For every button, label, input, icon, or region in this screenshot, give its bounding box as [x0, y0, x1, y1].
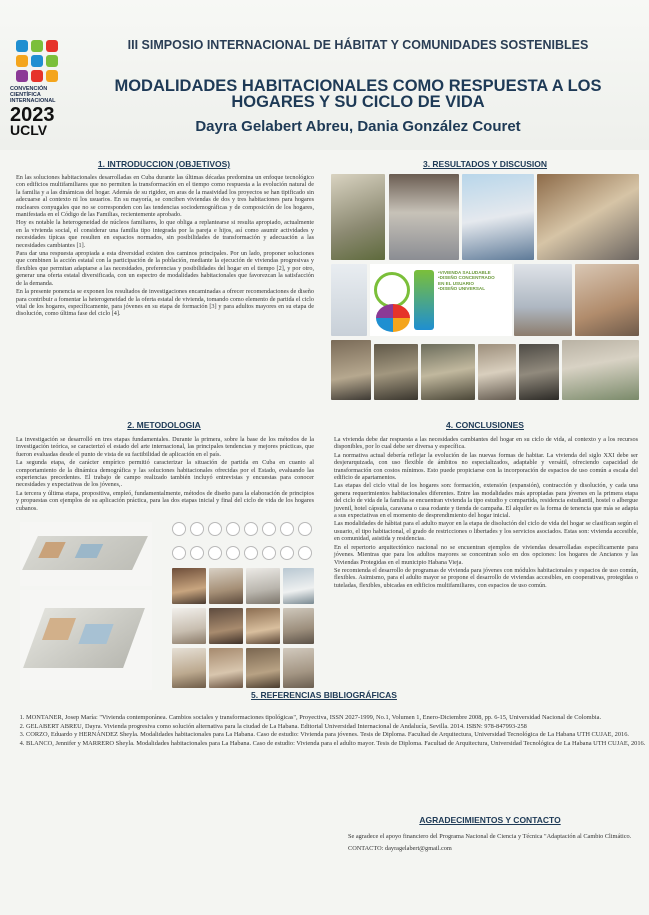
method-photo — [209, 608, 243, 644]
logo-org: UCLV — [10, 122, 48, 138]
logo-dot — [46, 55, 58, 67]
results-photo — [514, 264, 572, 336]
diagram-label: •VIVIENDA SALUDABLE — [438, 270, 491, 275]
axonometric-diagram — [20, 590, 152, 690]
intro-paragraph: Para dar una respuesta apropiada a esta diversidad existen dos caminos principales. Por un lado, proponer soluciones que combinen la acción estatal con la participación de la población, mediante la ejecución de viviendas progresivas y flexibles que permitan adaptarse a las necesidades, preferencias y posibilidades del hogar en el tiempo [2], y por otro, generar una oferta estatal diversificada, con un espectro de modalidades habitacionales que favorezcan la satisfacción de la demanda. — [16, 250, 314, 287]
method-icon — [298, 546, 312, 560]
logo-dot — [16, 40, 28, 52]
method-icon-row — [172, 522, 312, 536]
logo-line-3: INTERNACIONAL — [10, 98, 56, 104]
method-photo — [283, 648, 314, 688]
method-paragraph: La investigación se desarrolló en tres etapas fundamentales. Durante la primera, sobre la base de los métodos de la investigación teórica, se caracterizó el estado del arte internacional, las principales tendencias y mejores prácticas, que fueron evaluadas desde el punto de vista de su factibilidad de aplicación en el país. — [16, 436, 314, 458]
logo-dot — [31, 55, 43, 67]
ack-title: AGRADECIMIENTOS Y CONTACTO — [419, 815, 561, 825]
reference-item: 1. MONTANER, Josep María: "Vivienda contemporánea. Cambios sociales y transformaciones tipológicas", Proyectiva, ISSN 2027-1999, No.1, Volumen 1, Enero-Diciembre 2008, pp. 6-15, Universidad Nacional de Colombia. — [26, 714, 649, 722]
logo-year: 2023 — [10, 104, 55, 126]
method-icon — [226, 522, 240, 536]
results-photo — [562, 340, 639, 400]
event-name: III SIMPOSIO INTERNACIONAL DE HÁBITAT Y COMUNIDADES SOSTENIBLES — [127, 38, 589, 52]
method-photo — [246, 648, 280, 688]
method-icon — [244, 546, 258, 560]
results-photo — [575, 264, 639, 336]
method-paragraph: La segunda etapa, de carácter empírico permitió caracterizar la situación de partida en Cuba en cuanto al comportamiento de la dinámica demográfica y las soluciones habitacionales ofrecidas por el Estado, evaluando las experiencias precedentes. El trabajo de campo realizado también incluyó entrevistas y encuestas para conocer necesidades y expectativas de los jóvenes,. — [16, 459, 314, 489]
reference-item: 2. GELABERT ABREU, Dayra. Vivienda progresiva como solución alternativa para la ciudad de La Habana. Editorial Universidad Internacional de Andalucía, Sevilla. 2014. ISBN: 978-847993-258 — [26, 723, 649, 731]
results-title: 3. RESULTADOS Y DISCUSION — [422, 159, 548, 169]
logo-dot — [46, 70, 58, 82]
intro-body — [16, 174, 314, 319]
method-icon — [208, 522, 222, 536]
method-icon — [226, 546, 240, 560]
method-icon — [190, 522, 204, 536]
references-list — [12, 714, 649, 748]
paper-authors: Dayra Gelabert Abreu, Dania González Couret — [195, 118, 521, 135]
logo-dot — [46, 40, 58, 52]
diagram-labels — [438, 270, 495, 292]
method-icon — [172, 522, 186, 536]
ack-body — [348, 833, 640, 852]
conclusions-paragraph: La vivienda debe dar respuesta a las necesidades cambiantes del hogar en su ciclo de vida, al contexto y a los recursos disponibles, por lo cual debe ser diversa y específica. — [334, 436, 638, 451]
method-photo — [246, 608, 280, 644]
results-photo — [519, 344, 559, 400]
conclusions-body — [334, 436, 638, 590]
logo-dot — [16, 70, 28, 82]
logo-dot — [31, 40, 43, 52]
healthy-housing-diagram — [370, 264, 512, 336]
conclusions-paragraph: En el repertorio arquitectónico nacional no se encuentran ejemplos de viviendas desarrolladas específicamente para jóvenes. Mientras que para los adultos mayores se concentran solo en dos opciones: los hogares de Ancianos y las Viviendas Protegidas en el municipio Habana Vieja. — [334, 543, 638, 566]
intro-paragraph: En la presente ponencia se exponen los resultados de investigaciones encaminadas a ofrecer recomendaciones de diseño para contribuir a fomentar la heterogeneidad de la oferta estatal de vivienda, tomando como elemento de partida el ciclo vital de los hogares, específicamente, para jóvenes en su etapa de formación [3] y para adultos mayores en su etapa de disolución, como última fase del ciclo [4]. — [16, 288, 314, 318]
diagram-label: •DISEÑO UNIVERSAL — [438, 286, 486, 292]
conclusions-title: 4. CONCLUSIONES — [446, 420, 524, 430]
results-photo — [478, 344, 516, 400]
results-photo — [421, 344, 475, 400]
intro-title: 1. INTRODUCCION (OBJETIVOS) — [97, 159, 231, 169]
conference-logo — [10, 40, 62, 136]
results-photo — [462, 174, 534, 260]
diagram-wheel — [376, 304, 410, 332]
method-title: 2. METODOLOGIA — [127, 420, 201, 430]
method-icon — [208, 546, 222, 560]
method-photo — [209, 648, 243, 688]
logo-mark — [16, 40, 62, 82]
reference-item: 4. BLANCO, Jennifer y MARRERO Sheyla. Modalidades habitacionales para La Habana. Caso de estudio: Vivienda para el adulto mayor. Tesis de Diploma. Facultad de Arquitectura, Universidad Tecnológica de La Habana UTH CUJAE, 2016. — [26, 740, 649, 748]
results-photo — [331, 174, 385, 260]
logo-dot — [31, 70, 43, 82]
method-photo — [172, 608, 206, 644]
intro-paragraph: En las soluciones habitacionales desarrolladas en Cuba durante las últimas décadas predomina un enfoque tecnológico con edificios multifamiliares que no permiten la transformación en el tiempo como respuesta a la evolución natural de la familia y a las dinámicas del hogar. Además de su rigidez, en aras de la masividad los proyectos se han tipificado sin adecuarse al contexto ni los usuarios. En su mayoría, se conciben viviendas de dos y tres habitaciones para hogares nucleares conyugales que no se corresponden con las tendencias sociodemográficas y de composición de los hogares, manifestada en el Código de las Familias, recientemente aprobado. — [16, 174, 314, 219]
method-icon — [262, 546, 276, 560]
isometric-diagram — [20, 522, 152, 586]
method-body — [16, 436, 314, 513]
method-photo — [246, 568, 280, 604]
results-photo — [389, 174, 459, 260]
diagram-bar — [414, 270, 434, 330]
logo-dot — [16, 55, 28, 67]
method-icon — [262, 522, 276, 536]
method-photo — [172, 648, 206, 688]
method-photo — [209, 568, 243, 604]
logo-line-1: CONVENCIÓN — [10, 86, 48, 92]
method-paragraph: La tercera y última etapa, propositiva, empleó, fundamentalmente, métodos de diseño para la elaboración de principios y propuestas con ejemplos de su aplicación práctica, para las dos etapas inicial y final del ciclo de vida de los hogares cubanos. — [16, 489, 314, 512]
method-icon — [280, 522, 294, 536]
method-photo — [283, 568, 314, 604]
contact-email: CONTACTO: dayragelabert@gmail.com — [348, 844, 452, 852]
results-photo — [331, 340, 371, 400]
references-title: 5. REFERENCIAS BIBLIOGRÁFICAS — [251, 690, 397, 700]
conclusions-paragraph: La normativa actual debería reflejar la evolución de las nuevas formas de habitar. La vivienda del siglo XXI debe ser desjerarquizada, con uso flexible de ámbitos no especializados, adaptable y versátil, ofreciendo capacidad de transformación con costos mínimos. Esto puede propiciarse con la incorporación de espacios de uso común a escala del edificio de apartamentos. — [334, 451, 638, 482]
method-icon — [172, 546, 186, 560]
logo-line-2: CIENTÍFICA — [10, 92, 41, 98]
diagram-ring — [374, 272, 410, 308]
method-icon-row — [172, 546, 312, 560]
poster-header — [0, 0, 649, 150]
paper-title: MODALIDADES HABITACIONALES COMO RESPUESTA A LOS HOGARES Y SU CICLO DE VIDA — [114, 77, 602, 111]
method-photo — [283, 608, 314, 644]
results-photo — [537, 174, 639, 260]
diagram-label: •DISEÑO CONCENTRADO — [438, 275, 495, 281]
ack-text: Se agradece el apoyo financiero del Programa Nacional de Ciencia y Técnica "Adaptación al Cambio Climático. — [348, 833, 632, 840]
intro-paragraph: Hoy es notable la heterogeneidad de núcleos familiares, lo que obliga a replantearse si resulta apropiado, actualmente en la vivienda social, el considerar una familia tipo integrada por la pareja e hijos, así como asumir actividades y necesidades típicas que resulten en espacios normados, sin posibilidades de transformación y adecuación a las necesidades cambiantes [1]. — [16, 219, 314, 249]
results-photo — [374, 344, 418, 400]
conclusions-paragraph: Las etapas del ciclo vital de los hogares son: formación, extensión (expansión), contracción y disolución, y cada una genera requerimientos habitacionales diferentes. Entre las modalidades más apropiadas para jóvenes en la primera etapa del ciclo de vida de la familia se encuentran vivienda la tipo estudio y compartida, residencia estudiantil, hostel o albergue juvenil, hotel cápsula, caravana o casa rodante y tienda de campaña. El alquiler es la forma de tenencia que más se adapta a sus expectativas en el momento de desprendimiento del hogar inicial. — [334, 482, 638, 520]
diagram-label: EN EL USUARIO — [438, 280, 474, 286]
method-photo — [172, 568, 206, 604]
method-icon — [244, 522, 258, 536]
results-photo — [331, 264, 367, 336]
method-icon — [190, 546, 204, 560]
conclusions-paragraph: Se recomienda el desarrollo de programas de vivienda para jóvenes con módulos habitacionales y espacios de uso común, flexibles. Asimismo, para el adulto mayor se propone el desarrollo de viviendas accesibles, en cooperativas, protegidas o tuteladas, flexibles, ubicadas en edificios multifamiliares, con espacios de uso común. — [334, 566, 638, 589]
conclusions-paragraph: Las modalidades de hábitat para el adulto mayor en la etapa de disolución del ciclo de vida del hogar se clasifican según el usuario, el tipo habitacional, el grado de restricciones o libertades y los servicios asociados. Estas son: vivienda accesible, en comunidad, asistida y residencias. — [334, 520, 638, 543]
reference-item: 3. CORZO, Eduardo y HERNÁNDEZ Sheyla. Modalidades habitacionales para La Habana. Caso de estudio: Vivienda para jóvenes. Tesis de Diploma. Facultad de Arquitectura, Universidad Tecnológica de La Habana UTH CUJAE, 2016. — [26, 731, 649, 739]
method-icon — [280, 546, 294, 560]
method-icon — [298, 522, 312, 536]
